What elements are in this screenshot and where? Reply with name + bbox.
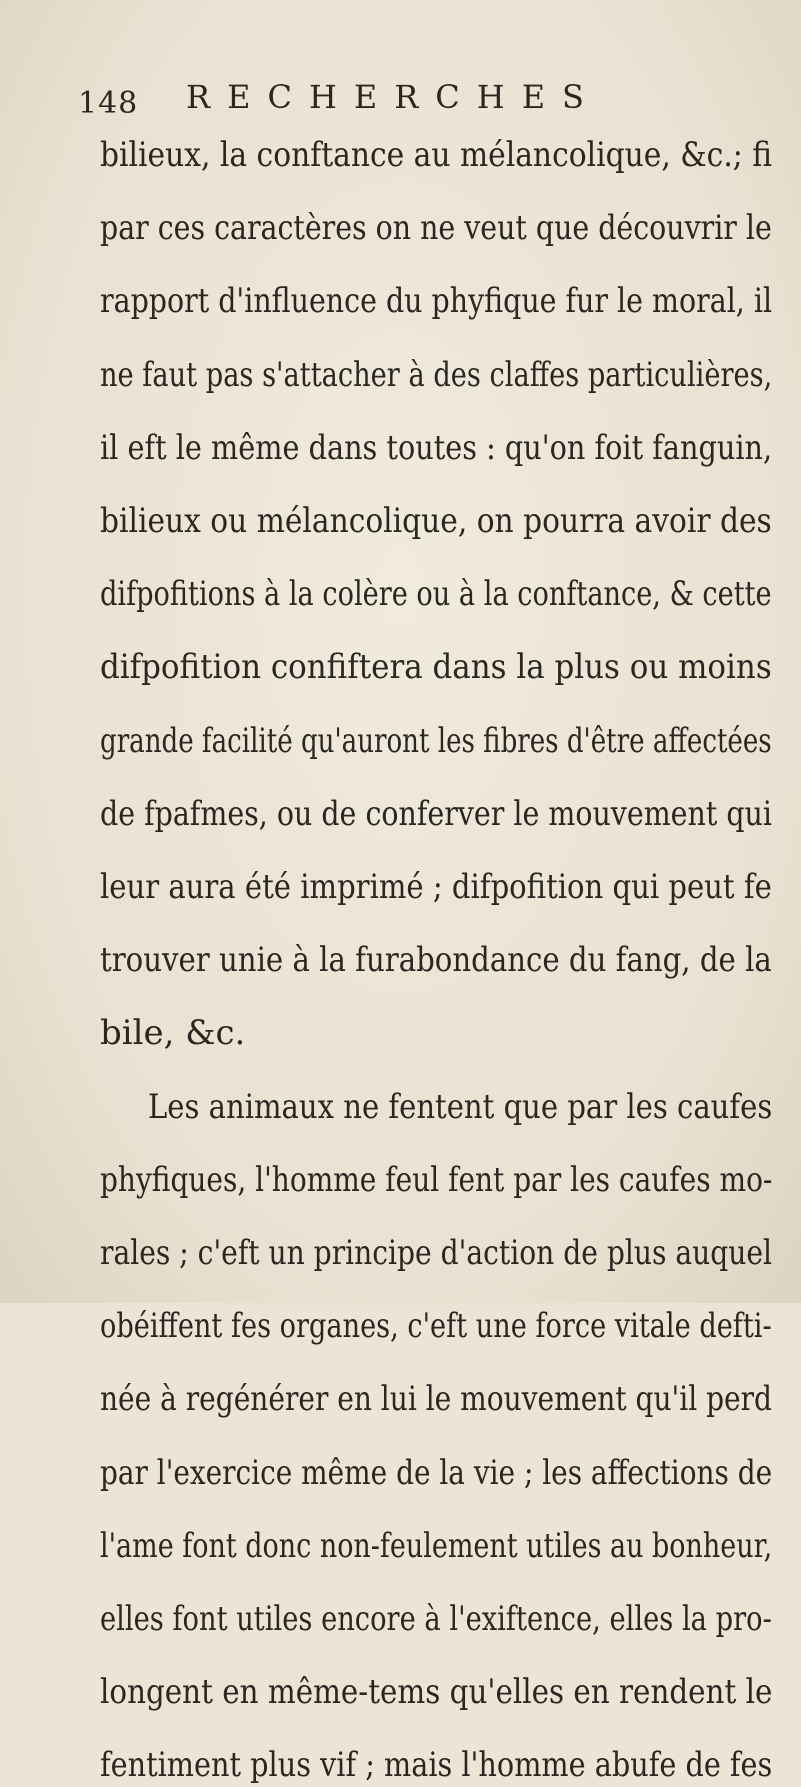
text-line: bilieux, la conftance au mélancolique, &c.; fi <box>100 135 773 175</box>
text-line: rapport d'influence du phyfique fur le moral, il <box>100 281 773 322</box>
text-line: trouver unie à la furabondance du fang, de la <box>100 940 772 981</box>
text-line: de fpafmes, ou de conferver le mouvement qui <box>100 793 772 834</box>
text-line: leur aura été imprimé ; difpofition qui peut fe <box>100 867 772 907</box>
text-line: fentiment plus vif ; mais l'homme abufe de fes <box>100 1745 773 1786</box>
page-number: 148 <box>78 86 139 121</box>
text-line: par l'exercice même de la vie ; les affections de <box>100 1452 773 1493</box>
text-line: difpofition confiftera dans la plus ou moins <box>100 647 772 688</box>
running-title: RECHERCHES <box>186 78 601 116</box>
text-line: obéiffent fes organes, c'eft une force vitale defti- <box>100 1306 772 1347</box>
text-line: elles font utiles encore à l'exiftence, elles la pro- <box>100 1599 772 1639</box>
text-line: ne faut pas s'attacher à des claffes particulières, <box>100 354 773 395</box>
running-header <box>186 78 601 118</box>
text-line: rales ; c'eft un principe d'action de plus auquel <box>100 1233 773 1273</box>
text-line: par ces caractères on ne veut que découvrir le <box>100 208 772 249</box>
text-line: l'ame font donc non-feulement utiles au bonheur, <box>100 1525 773 1566</box>
text-line: née à regénérer en lui le mouvement qu'il perd <box>100 1379 772 1420</box>
text-line: Les animaux ne fentent que par les caufes <box>148 1086 773 1127</box>
text-line: il eft le même dans toutes : qu'on foit fanguin, <box>100 427 773 468</box>
text-line: bilieux ou mélancolique, on pourra avoir des <box>100 501 772 541</box>
text-line: grande facilité qu'auront les fibres d'être affectées <box>100 720 772 761</box>
text-line: longent en même-tems qu'elles en rendent le <box>100 1672 773 1713</box>
text-line: difpofitions à la colère ou à la conftance, & cette <box>100 574 772 615</box>
text-line: bile, &c. <box>100 1013 246 1054</box>
text-line: phyfiques, l'homme feul fent par les caufes mo- <box>100 1159 773 1200</box>
